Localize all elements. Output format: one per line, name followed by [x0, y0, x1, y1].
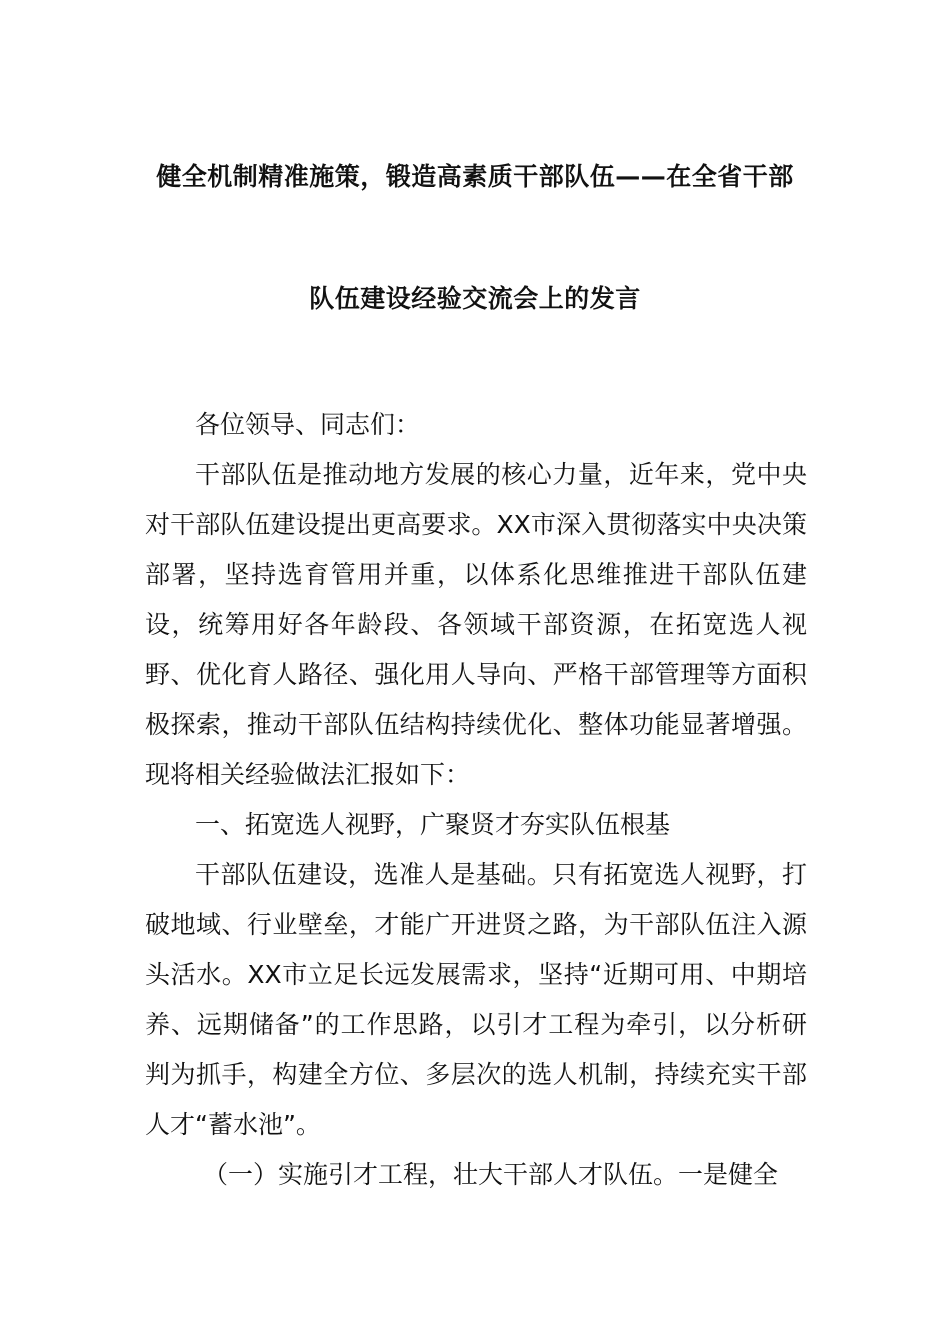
- section-heading-1: 一、拓宽选人视野，广聚贤才夯实队伍根基: [195, 810, 671, 839]
- subsection-heading-1: （一）实施引才工程，壮大干部人才队伍。一是健全: [203, 1160, 779, 1189]
- paragraph-section-1: 干部队伍建设，选准人是基础。只有拓宽选人视野，打破地域、行业壁垒，才能广开进贤之路，为干部队伍注入源头活水。XX市立足长远发展需求，坚持“近期可用、中期培养、远期储备”的工作思路，以引才工程为牵引，以分析研判为抓手，构建全方位、多层次的选人机制，持续充实干部人才“蓄水池”。: [145, 860, 807, 1139]
- document-title-line-2: 队伍建设经验交流会上的发言: [309, 284, 641, 313]
- document-body: [145, 400, 807, 1200]
- document-title-line-1: 健全机制精准施策，锻造高素质干部队伍——在全省干部: [156, 162, 794, 191]
- paragraph-intro: 干部队伍是推动地方发展的核心力量，近年来，党中央对干部队伍建设提出更高要求。XX市深入贯彻落实中央决策部署，坚持选育管用并重，以体系化思维推进干部队伍建设，统筹用好各年龄段、各领域干部资源，在拓宽选人视野、优化育人路径、强化用人导向、严格干部管理等方面积极探索，推动干部队伍结构持续优化、整体功能显著增强。现将相关经验做法汇报如下：: [145, 460, 807, 789]
- salutation: 各位领导、同志们：: [195, 410, 421, 439]
